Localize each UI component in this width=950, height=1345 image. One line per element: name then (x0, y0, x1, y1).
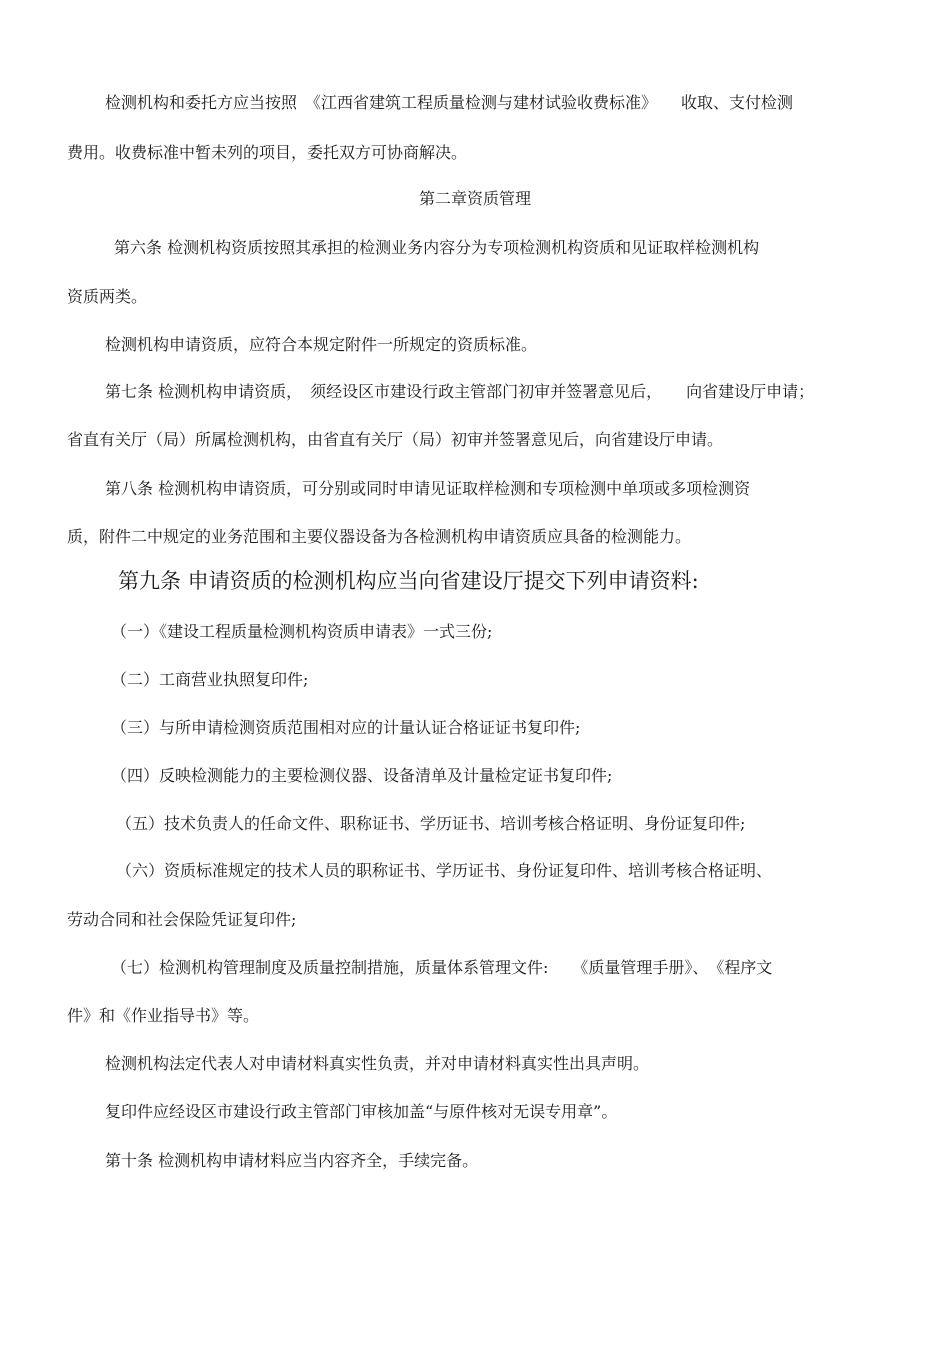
list-item: 劳动合同和社会保险凭证复印件; (67, 910, 297, 929)
article-line: 第六条 检测机构资质按照其承担的检测业务内容分为专项检测机构资质和见证取样检测机构 (114, 238, 760, 257)
list-item: 件》和《作业指导书》等。 (67, 1006, 260, 1025)
list-item: （四）反映检测能力的主要检测仪器、设备清单及计量检定证书复印件; (111, 766, 613, 785)
article-heading-large: 第九条 申请资质的检测机构应当向省建设厅提交下列申请资料: (118, 569, 699, 593)
article-line: 省直有关厅（局）所属检测机构，由省直有关厅（局）初审并签署意见后，向省建设厅申请。 (67, 430, 724, 449)
list-item: （三）与所申请检测资质范围相对应的计量认证合格证证书复印件; (111, 718, 581, 737)
paragraph-line: 检测机构和委托方应当按照 《江西省建筑工程质量检测与建材试验收费标准》 收取、支付检测 (105, 93, 794, 112)
list-item: （五）技术负责人的任命文件、职称证书、学历证书、培训考核合格证明、身份证复印件; (116, 814, 746, 833)
article-line: 质，附件二中规定的业务范围和主要仪器设备为各检测机构申请资质应具备的检测能力。 (67, 527, 692, 546)
paragraph-line: 检测机构申请资质，应符合本规定附件一所规定的资质标准。 (105, 335, 538, 354)
chapter-heading: 第二章资质管理 (418, 189, 531, 208)
paragraph-line: 复印件应经设区市建设行政主管部门审核加盖“与原件核对无误专用章”。 (105, 1102, 618, 1121)
list-item: （七）检测机构管理制度及质量控制措施，质量体系管理文件: 《质量管理手册》、 《程序文 (111, 958, 773, 977)
list-item: （六）资质标准规定的技术人员的职称证书、学历证书、身份证复印件、培训考核合格证明、 (116, 861, 773, 880)
article-line: 资质两类。 (67, 287, 148, 306)
article-line: 第十条 检测机构申请材料应当内容齐全，手续完备。 (105, 1151, 479, 1170)
list-item: （一）《建设工程质量检测机构资质申请表》一式三份; (111, 622, 493, 641)
list-item: （二）工商营业执照复印件; (111, 670, 309, 689)
paragraph-line: 费用。收费标准中暂未列的项目，委托双方可协商解决。 (67, 143, 468, 162)
article-line: 第七条 检测机构申请资质， 须经设区市建设行政主管部门初审并签署意见后， 向省建设厅申请； (105, 382, 815, 401)
article-line: 第八条 检测机构申请资质，可分别或同时申请见证取样检测和专项检测中单项或多项检测资 (105, 479, 751, 498)
paragraph-line: 检测机构法定代表人对申请材料真实性负责，并对申请材料真实性出具声明。 (105, 1054, 650, 1073)
